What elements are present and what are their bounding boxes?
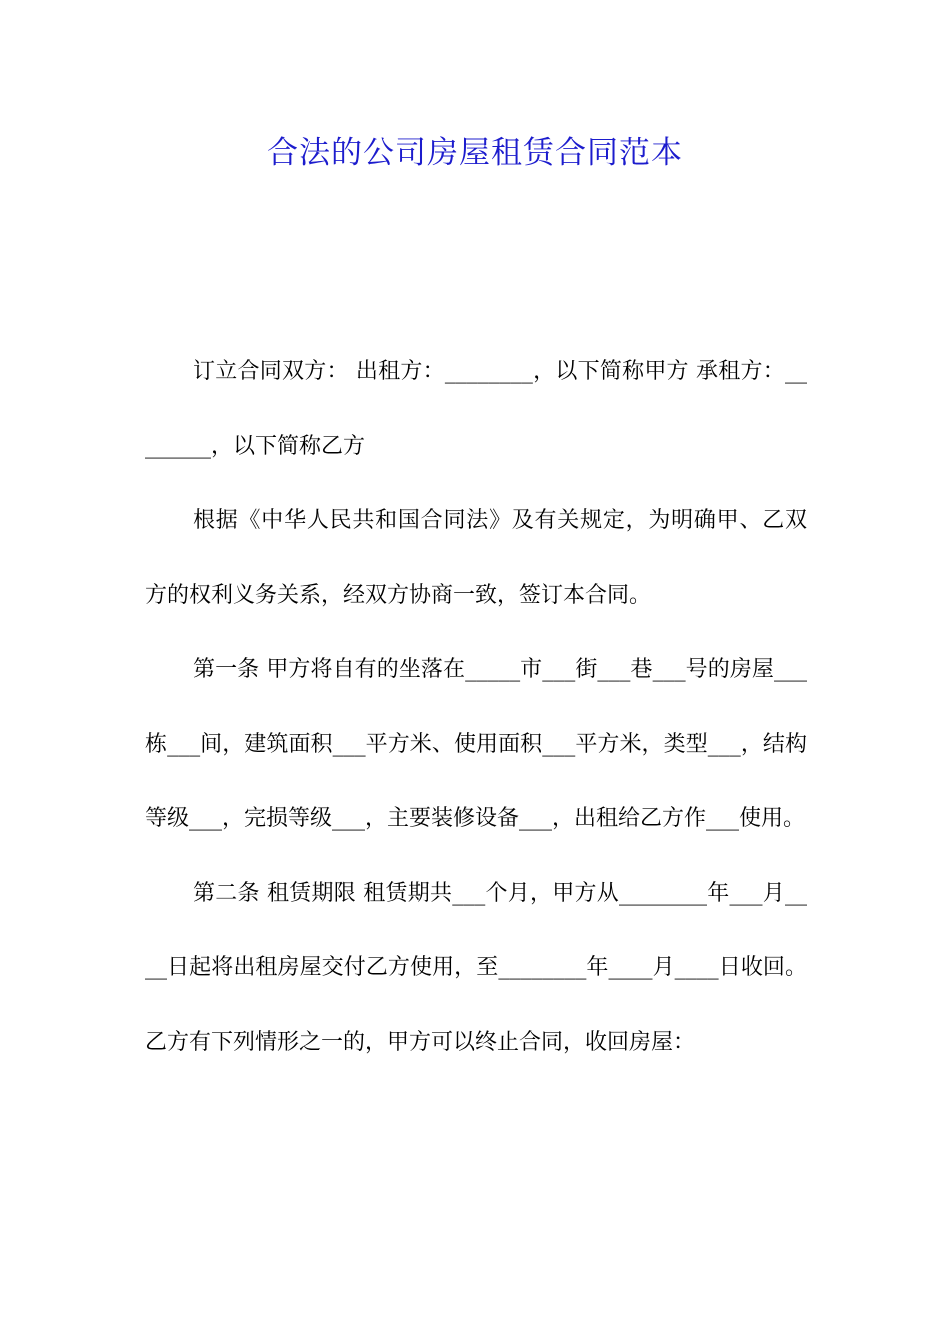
paragraph-parties: 订立合同双方： 出租方：________，以下简称甲方 承租方：________，以下简称乙方	[145, 359, 807, 459]
document-title: 合法的公司房屋租赁合同范本	[267, 135, 683, 171]
paragraph-article-1: 第一条 甲方将自有的坐落在_____市___街___巷___号的房屋___栋___间，建筑面积___平方米、使用面积___平方米，类型___，结构等级___，完损等级___，主要装修设备___，出租给乙方作___使用。	[145, 657, 807, 831]
paragraph-basis: 根据《中华人民共和国合同法》及有关规定，为明确甲、乙双方的权利义务关系，经双方协商一致，签订本合同。	[145, 508, 807, 608]
document-body	[145, 335, 807, 1080]
paragraph-article-2: 第二条 租赁期限 租赁期共___个月，甲方从________年___月____日起将出租房屋交付乙方使用，至________年____月____日收回。 乙方有下列情形之一的，甲方可以终止合同，收回房屋：	[145, 880, 807, 1055]
